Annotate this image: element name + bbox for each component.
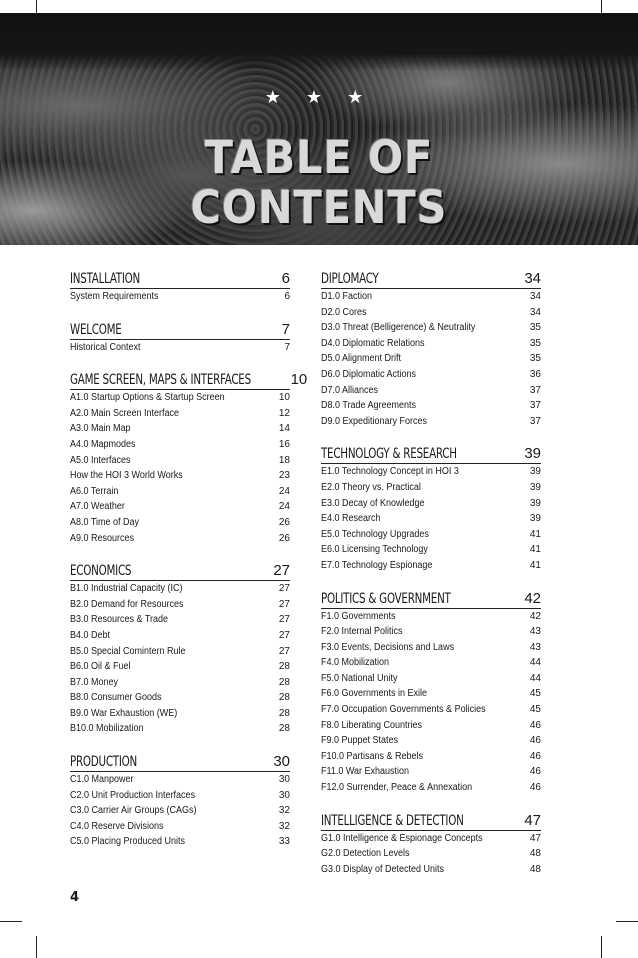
section-page-number: 27	[273, 562, 290, 580]
entry-label: A6.0 Terrain	[70, 485, 119, 497]
toc-entry[interactable]	[321, 735, 541, 751]
toc-entry[interactable]	[321, 848, 541, 864]
entry-page-number: 48	[529, 848, 541, 860]
section-title: TECHNOLOGY & RESEARCH	[321, 446, 457, 463]
entry-label: F10.0 Partisans & Rebels	[321, 750, 424, 762]
entry-page-number: 24	[278, 485, 290, 497]
entry-page-number: 39	[529, 466, 541, 478]
entry-page-number: 28	[278, 661, 290, 673]
entry-page-number: 30	[278, 774, 290, 786]
entry-page-number: 30	[278, 789, 290, 801]
toc-left-column	[70, 270, 308, 866]
banner-dark-band	[0, 13, 638, 71]
section-page-number: 39	[524, 445, 541, 463]
toc-entry[interactable]	[321, 466, 541, 482]
entry-label: F2.0 Internal Politics	[321, 626, 403, 638]
toc-entry[interactable]	[70, 614, 290, 630]
section-title: POLITICS & GOVERNMENT	[321, 590, 451, 607]
entry-label: B7.0 Money	[70, 676, 119, 688]
toc-entry[interactable]	[321, 704, 541, 720]
toc-entry[interactable]	[321, 766, 541, 782]
entry-label: A1.0 Startup Options & Startup Screen	[70, 392, 225, 404]
toc-entry[interactable]	[321, 385, 541, 401]
section-title: PRODUCTION	[70, 754, 138, 771]
section-heading	[321, 445, 541, 464]
toc-entry[interactable]	[321, 611, 541, 627]
entry-label: E7.0 Technology Espionage	[321, 559, 433, 571]
toc-section	[70, 321, 290, 358]
toc-entry[interactable]	[321, 688, 541, 704]
toc-entry[interactable]	[321, 400, 541, 416]
entry-label: D8.0 Trade Agreements	[321, 400, 417, 412]
section-page-number: 34	[524, 270, 541, 287]
entry-label: B5.0 Special Comintern Rule	[70, 645, 186, 657]
section-heading	[70, 753, 290, 772]
toc-entry[interactable]	[70, 708, 290, 724]
toc-entry[interactable]	[70, 692, 290, 708]
entry-page-number: 39	[529, 513, 541, 525]
entry-page-number: 23	[278, 470, 290, 482]
entry-label: F8.0 Liberating Countries	[321, 719, 423, 731]
entry-page-number: 26	[278, 532, 290, 544]
entry-page-number: 37	[529, 400, 541, 412]
entry-page-number: 35	[529, 353, 541, 365]
entry-label: B2.0 Demand for Resources	[70, 598, 184, 610]
toc-entry[interactable]	[321, 833, 541, 849]
section-page-number: 7	[281, 320, 290, 338]
section-page-number: 47	[524, 811, 541, 829]
section-heading	[70, 321, 290, 340]
toc-entry[interactable]	[321, 338, 541, 354]
entry-label: G3.0 Display of Detected Units	[321, 863, 445, 875]
entry-label: F11.0 War Exhaustion	[321, 766, 410, 778]
toc-entry[interactable]	[321, 353, 541, 369]
entry-label: E1.0 Technology Concept in HOI 3	[321, 466, 459, 478]
toc-entry[interactable]	[70, 470, 290, 486]
entry-label: E6.0 Licensing Technology	[321, 544, 428, 556]
toc-entry[interactable]	[321, 864, 541, 880]
toc-entry[interactable]	[70, 646, 290, 662]
entry-page-number: 7	[284, 341, 290, 353]
toc-right-column	[321, 270, 541, 893]
entry-page-number: 33	[278, 836, 290, 848]
entry-page-number: 42	[529, 610, 541, 622]
entry-label: A9.0 Resources	[70, 532, 135, 544]
entry-page-number: 27	[278, 645, 290, 657]
entry-page-number: 43	[529, 641, 541, 653]
section-heading	[70, 371, 308, 390]
section-heading	[321, 812, 541, 831]
page-title-line1: TABLE OF	[204, 131, 434, 184]
toc-entry[interactable]	[321, 657, 541, 673]
entry-label: B3.0 Resources & Trade	[70, 614, 169, 626]
toc-entry[interactable]	[70, 583, 290, 599]
section-title: WELCOME	[70, 321, 122, 338]
toc-section	[321, 812, 541, 880]
toc-entry[interactable]	[321, 416, 541, 432]
toc-entry[interactable]	[70, 342, 290, 358]
toc-entry[interactable]	[321, 626, 541, 642]
star-row	[0, 87, 638, 108]
entry-label: B4.0 Debt	[70, 629, 111, 641]
entry-page-number: 37	[529, 415, 541, 427]
entry-label: G2.0 Detection Levels	[321, 848, 410, 860]
entry-label: D7.0 Alliances	[321, 384, 379, 396]
entry-label: How the HOI 3 World Works	[70, 470, 183, 482]
entry-label: A8.0 Time of Day	[70, 516, 140, 528]
entry-page-number: 27	[278, 629, 290, 641]
crop-mark	[0, 921, 22, 922]
entry-page-number: 35	[529, 322, 541, 334]
toc-section	[321, 590, 541, 798]
toc-entry[interactable]	[321, 322, 541, 338]
toc-entry[interactable]	[321, 544, 541, 560]
entry-label: D9.0 Expeditionary Forces	[321, 415, 428, 427]
toc-entry[interactable]	[321, 498, 541, 514]
section-page-number: 6	[281, 270, 290, 287]
entry-label: B9.0 War Exhaustion (WE)	[70, 707, 178, 719]
page-number: 4	[70, 890, 80, 905]
toc-entry[interactable]	[70, 774, 290, 790]
toc-entry[interactable]	[321, 482, 541, 498]
entry-label: G1.0 Intelligence & Espionage Concepts	[321, 832, 483, 844]
toc-section	[70, 562, 290, 739]
entry-page-number: 45	[529, 704, 541, 716]
entry-page-number: 39	[529, 481, 541, 493]
entry-page-number: 28	[278, 707, 290, 719]
entry-page-number: 37	[529, 384, 541, 396]
header-banner	[0, 13, 638, 245]
entry-label: C5.0 Placing Produced Units	[70, 836, 186, 848]
entry-page-number: 34	[529, 306, 541, 318]
section-title: INTELLIGENCE & DETECTION	[321, 812, 464, 829]
entry-page-number: 28	[278, 692, 290, 704]
entry-label: D3.0 Threat (Belligerence) & Neutrality	[321, 322, 476, 334]
entry-label: A4.0 Mapmodes	[70, 438, 136, 450]
entry-label: C3.0 Carrier Air Groups (CAGs)	[70, 805, 197, 817]
toc-entry[interactable]	[70, 805, 290, 821]
toc-section	[70, 371, 308, 548]
entry-page-number: 14	[278, 423, 290, 435]
toc-entry[interactable]	[70, 392, 290, 408]
entry-label: Historical Context	[70, 341, 141, 353]
entry-page-number: 35	[529, 337, 541, 349]
entry-page-number: 46	[529, 782, 541, 794]
star-icon: ★	[264, 87, 291, 107]
entry-page-number: 46	[529, 766, 541, 778]
page-title-line2: CONTENTS	[190, 181, 448, 234]
toc-section	[70, 270, 290, 307]
entry-page-number: 16	[278, 438, 290, 450]
entry-label: F3.0 Events, Decisions and Laws	[321, 641, 455, 653]
section-title: DIPLOMACY	[321, 271, 379, 287]
toc-entry[interactable]	[70, 677, 290, 693]
entry-label: A3.0 Main Map	[70, 423, 131, 435]
entry-label: C2.0 Unit Production Interfaces	[70, 789, 196, 801]
section-page-number: 10	[290, 371, 308, 389]
entry-page-number: 41	[529, 559, 541, 571]
toc-entry[interactable]	[70, 821, 290, 837]
section-heading	[70, 562, 290, 581]
entry-label: C4.0 Reserve Divisions	[70, 820, 164, 832]
toc-entry[interactable]	[70, 439, 290, 455]
entry-page-number: 41	[529, 544, 541, 556]
entry-page-number: 28	[278, 723, 290, 735]
star-icon: ★	[347, 87, 374, 107]
toc-entry[interactable]	[321, 642, 541, 658]
entry-label: F9.0 Puppet States	[321, 735, 399, 747]
toc-entry[interactable]	[70, 599, 290, 615]
toc-entry[interactable]	[321, 751, 541, 767]
toc-entry[interactable]	[321, 513, 541, 529]
entry-label: C1.0 Manpower	[70, 774, 134, 786]
entry-label: System Requirements	[70, 291, 159, 302]
entry-label: E2.0 Theory vs. Practical	[321, 481, 421, 493]
entry-label: A5.0 Interfaces	[70, 454, 131, 466]
entry-page-number: 24	[278, 501, 290, 513]
entry-label: B10.0 Mobilization	[70, 723, 144, 735]
entry-page-number: 41	[529, 528, 541, 540]
crop-mark	[616, 921, 638, 922]
entry-label: B8.0 Consumer Goods	[70, 692, 162, 704]
toc-entry[interactable]	[70, 455, 290, 471]
toc-entry[interactable]	[321, 560, 541, 576]
entry-page-number: 36	[529, 368, 541, 380]
entry-page-number: 46	[529, 735, 541, 747]
entry-label: B6.0 Oil & Fuel	[70, 661, 131, 673]
entry-label: E3.0 Decay of Knowledge	[321, 497, 425, 509]
toc-entry[interactable]	[321, 369, 541, 385]
entry-label: F5.0 National Unity	[321, 672, 398, 684]
toc-entry[interactable]	[70, 836, 290, 852]
entry-label: E5.0 Technology Upgrades	[321, 528, 429, 540]
section-title: GAME SCREEN, MAPS & INTERFACES	[70, 372, 251, 389]
toc-entry[interactable]	[70, 790, 290, 806]
entry-page-number: 27	[278, 614, 290, 626]
toc-entry[interactable]	[321, 307, 541, 323]
toc-section	[321, 445, 541, 575]
entry-page-number: 44	[529, 672, 541, 684]
toc-entry[interactable]	[321, 673, 541, 689]
toc-entry[interactable]	[321, 291, 541, 307]
star-icon: ★	[305, 87, 333, 107]
toc-entry[interactable]	[70, 517, 290, 533]
entry-page-number: 12	[278, 407, 290, 419]
entry-page-number: 46	[529, 719, 541, 731]
section-title: ECONOMICS	[70, 563, 132, 580]
entry-label: F12.0 Surrender, Peace & Annexation	[321, 782, 473, 794]
toc-entry[interactable]	[70, 423, 290, 439]
section-heading	[321, 270, 541, 289]
entry-page-number: 45	[529, 688, 541, 700]
entry-page-number: 48	[529, 863, 541, 875]
toc-entry[interactable]	[70, 723, 290, 739]
entry-label: F7.0 Occupation Governments & Policies	[321, 704, 486, 716]
entry-label: D1.0 Faction	[321, 291, 373, 302]
entry-page-number: 6	[284, 291, 290, 302]
toc-entry[interactable]	[70, 661, 290, 677]
entry-page-number: 39	[529, 497, 541, 509]
entry-page-number: 46	[529, 750, 541, 762]
toc-section	[321, 270, 541, 431]
section-page-number: 42	[524, 589, 541, 607]
toc-section	[70, 753, 290, 852]
toc-entry[interactable]	[70, 501, 290, 517]
entry-page-number: 10	[278, 392, 290, 404]
entry-label: F6.0 Governments in Exile	[321, 688, 428, 700]
entry-page-number: 32	[278, 805, 290, 817]
section-heading	[321, 590, 541, 609]
entry-label: D4.0 Diplomatic Relations	[321, 337, 425, 349]
entry-page-number: 27	[278, 583, 290, 595]
crop-mark	[36, 936, 37, 958]
entry-label: D5.0 Alignment Drift	[321, 353, 402, 365]
section-title: INSTALLATION	[70, 271, 140, 287]
entry-label: A2.0 Main Screen Interface	[70, 407, 180, 419]
toc-entry[interactable]	[70, 291, 290, 307]
entry-label: E4.0 Research	[321, 513, 381, 525]
toc-entry[interactable]	[70, 630, 290, 646]
toc-entry[interactable]	[70, 533, 290, 549]
entry-page-number: 27	[278, 598, 290, 610]
entry-page-number: 26	[278, 516, 290, 528]
entry-page-number: 44	[529, 657, 541, 669]
entry-page-number: 34	[529, 291, 541, 302]
entry-page-number: 43	[529, 626, 541, 638]
toc-entry[interactable]	[321, 782, 541, 798]
entry-label: B1.0 Industrial Capacity (IC)	[70, 583, 183, 595]
entry-page-number: 32	[278, 820, 290, 832]
entry-page-number: 18	[278, 454, 290, 466]
toc-entry[interactable]	[70, 486, 290, 502]
section-heading	[70, 270, 290, 289]
entry-label: D6.0 Diplomatic Actions	[321, 368, 417, 380]
entry-label: D2.0 Cores	[321, 306, 367, 318]
entry-label: F4.0 Mobilization	[321, 657, 390, 669]
section-page-number: 30	[273, 753, 290, 771]
entry-label: A7.0 Weather	[70, 501, 125, 513]
entry-label: F1.0 Governments	[321, 610, 396, 622]
crop-mark	[601, 936, 602, 958]
entry-page-number: 28	[278, 676, 290, 688]
entry-page-number: 47	[529, 832, 541, 844]
toc-entry[interactable]	[321, 529, 541, 545]
toc-entry[interactable]	[321, 720, 541, 736]
toc-entry[interactable]	[70, 408, 290, 424]
